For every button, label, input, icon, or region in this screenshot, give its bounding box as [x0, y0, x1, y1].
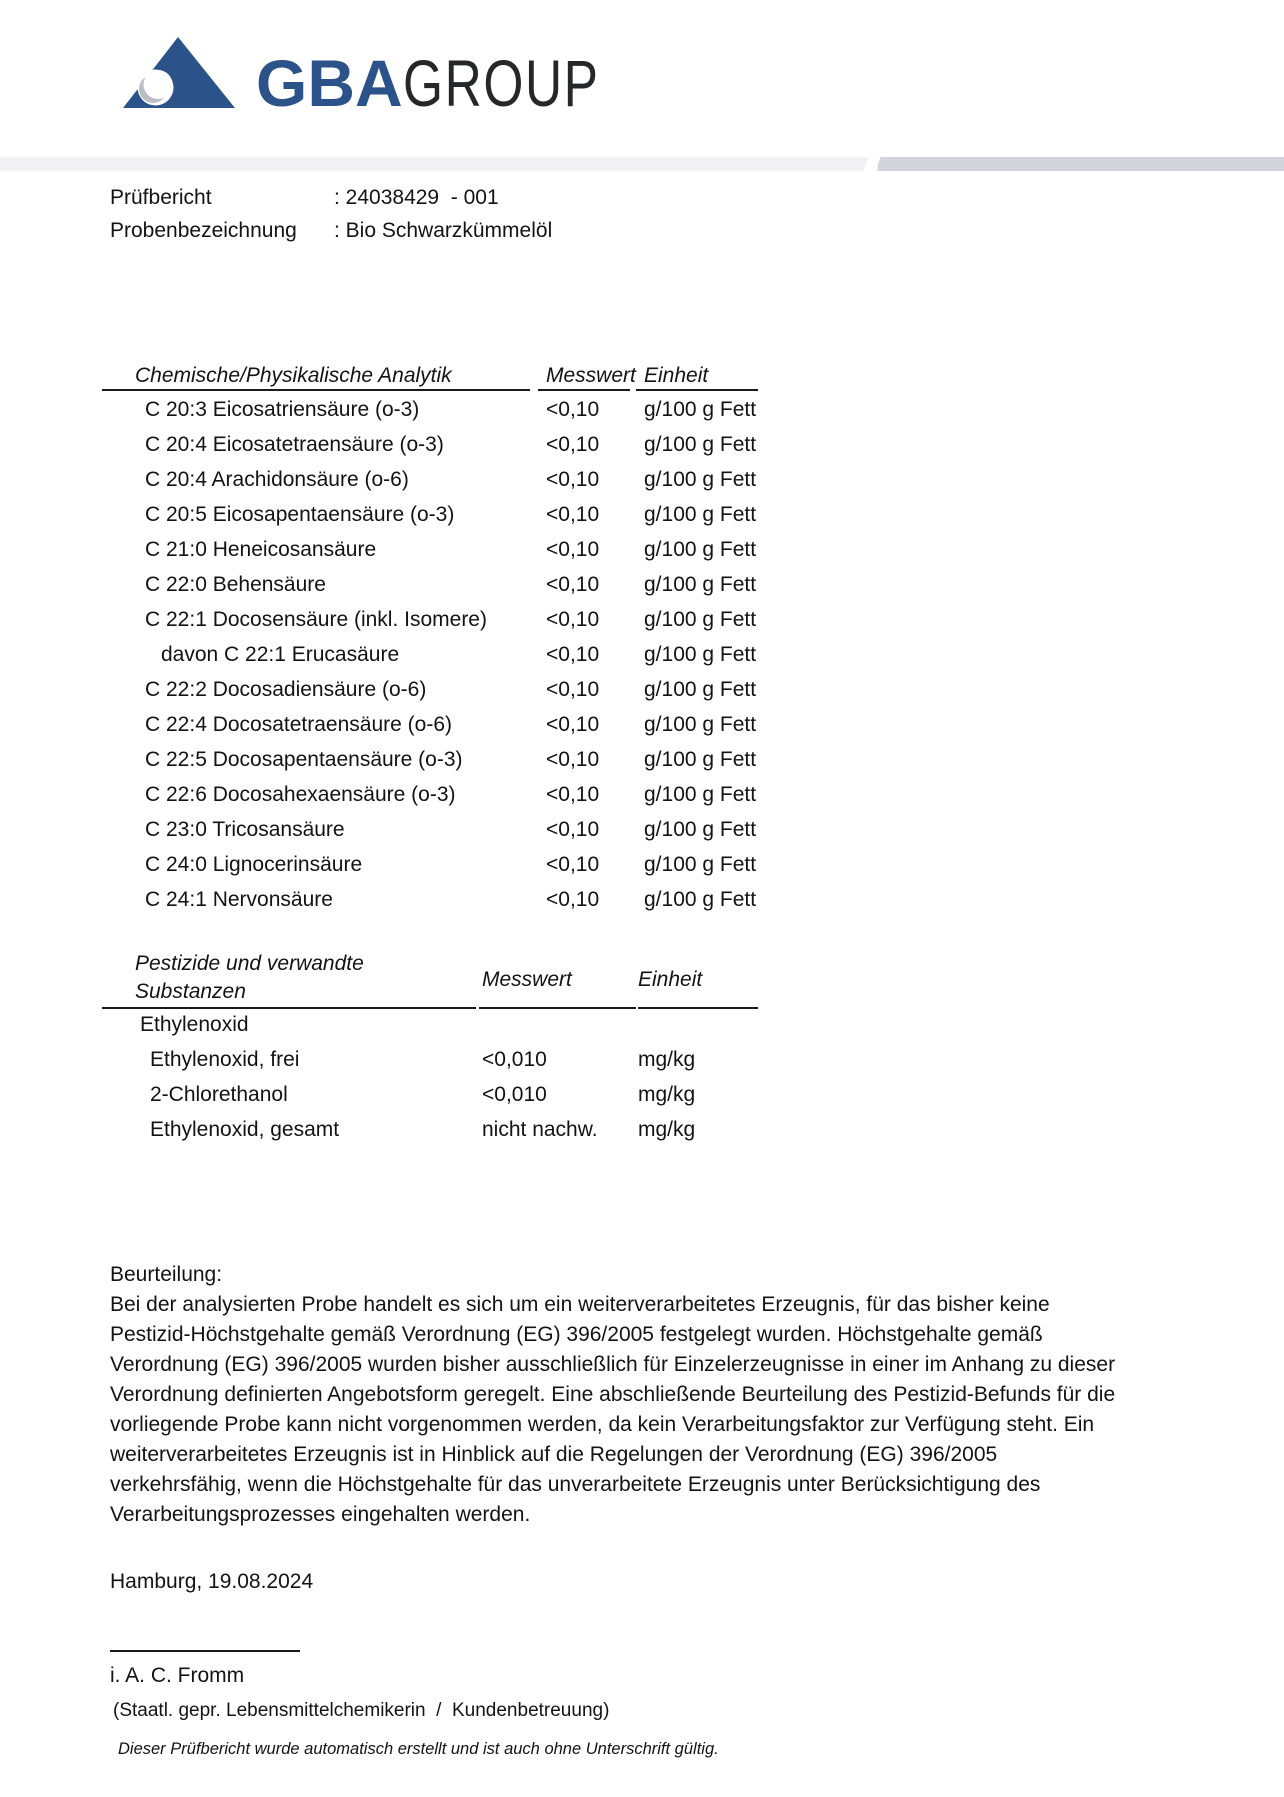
row-name: Ethylenoxid, gesamt [150, 1118, 340, 1141]
assessment-line: Verarbeitungsprozesses eingehalten werden. [110, 1503, 531, 1526]
row-unit: g/100 g Fett [644, 433, 757, 456]
place-date: Hamburg, 19.08.2024 [110, 1570, 314, 1593]
row-unit: g/100 g Fett [644, 748, 757, 771]
row-unit: mg/kg [638, 1118, 696, 1141]
signature-line [110, 1650, 300, 1652]
header-stripe [0, 157, 1284, 171]
row-value: <0,10 [546, 853, 600, 876]
table-row [0, 882, 1284, 917]
header-stripe-left [0, 157, 878, 171]
row-value: <0,10 [546, 713, 600, 736]
row-unit: g/100 g Fett [644, 713, 757, 736]
row-unit: mg/kg [638, 1048, 696, 1071]
row-name: C 21:0 Heneicosansäure [145, 538, 377, 561]
row-value: <0,10 [546, 608, 600, 631]
row-name: C 22:0 Behensäure [145, 573, 326, 596]
row-value: <0,10 [546, 678, 600, 701]
table-row [0, 637, 1284, 672]
table-row [0, 462, 1284, 497]
table-row [0, 567, 1284, 602]
row-name: C 20:4 Eicosatetraensäure (o-3) [145, 433, 444, 456]
assessment-line: vorliegende Probe kann nicht vorgenommen werden, da kein Verarbeitungsfaktor zur Verfügung steht. Ein [110, 1413, 1095, 1436]
row-value: nicht nachw. [482, 1118, 598, 1141]
row-unit: mg/kg [638, 1083, 696, 1106]
signer-name: i. A. C. Fromm [110, 1664, 245, 1687]
sample-name-value: : Bio Schwarzkümmelöl [334, 219, 553, 242]
row-name: C 20:4 Arachidonsäure (o-6) [145, 468, 409, 491]
row-value: <0,10 [546, 783, 600, 806]
row-name: C 24:0 Lignocerinsäure [145, 853, 363, 876]
row-name: C 22:6 Docosahexaensäure (o-3) [145, 783, 456, 806]
validity-note: Dieser Prüfbericht wurde automatisch erstellt und ist auch ohne Unterschrift gültig. [118, 1740, 719, 1758]
table-row [0, 532, 1284, 567]
assessment-line: Bei der analysierten Probe handelt es sich um ein weiterverarbeitetes Erzeugnis, für das bisher keine [110, 1293, 1050, 1316]
brand-wordmark [256, 46, 655, 120]
wordmark-group: GROUP [402, 46, 600, 120]
row-unit: g/100 g Fett [644, 468, 757, 491]
row-name: C 23:0 Tricosansäure [145, 818, 345, 841]
row-unit: g/100 g Fett [644, 643, 757, 666]
table-row [0, 392, 1284, 427]
row-name: C 22:5 Docosapentaensäure (o-3) [145, 748, 463, 771]
row-value: <0,10 [546, 818, 600, 841]
row-value: <0,10 [546, 538, 600, 561]
assessment-line: Verordnung definierten Angebotsform geregelt. Eine abschließende Beurteilung des Pestizid-Befunds für die [110, 1383, 1116, 1406]
table-row [0, 672, 1284, 707]
table-row [0, 777, 1284, 812]
chem-header-rule [636, 389, 758, 391]
row-name: C 24:1 Nervonsäure [145, 888, 333, 911]
chem-col-messwert: Messwert [546, 364, 636, 387]
table-row [0, 812, 1284, 847]
table-row [0, 847, 1284, 882]
row-value: <0,10 [546, 398, 600, 421]
table-row [0, 1007, 1284, 1042]
pest-col-einheit: Einheit [638, 968, 703, 991]
pest-table-title-line2: Substanzen [135, 980, 246, 1003]
assessment-text [110, 1290, 1230, 1530]
row-value: <0,10 [546, 888, 600, 911]
row-unit: g/100 g Fett [644, 503, 757, 526]
row-name: 2-Chlorethanol [150, 1083, 288, 1106]
row-name: C 20:5 Eicosapentaensäure (o-3) [145, 503, 455, 526]
row-value: <0,10 [546, 433, 600, 456]
assessment-line: Verordnung (EG) 396/2005 wurden bisher ausschließlich für Einzelerzeugnisse in einer im Anhang zu dieser [110, 1353, 1116, 1376]
row-unit: g/100 g Fett [644, 853, 757, 876]
row-name: Ethylenoxid, frei [150, 1048, 300, 1071]
row-name: Ethylenoxid [140, 1013, 249, 1036]
pest-table-rows [0, 1007, 1284, 1147]
row-value: <0,10 [546, 468, 600, 491]
row-unit: g/100 g Fett [644, 678, 757, 701]
row-name: C 22:1 Docosensäure (inkl. Isomere) [145, 608, 487, 631]
assessment-heading: Beurteilung: [110, 1263, 223, 1286]
signer-role: (Staatl. gepr. Lebensmittelchemikerin / Kundenbetreuung) [113, 1700, 610, 1721]
row-name: davon C 22:1 Erucasäure [161, 643, 400, 666]
header-stripe-right [878, 157, 1284, 171]
table-row [0, 497, 1284, 532]
row-unit: g/100 g Fett [644, 608, 757, 631]
row-unit: g/100 g Fett [644, 888, 757, 911]
report-number-value: : 24038429 - 001 [334, 186, 499, 209]
row-unit: g/100 g Fett [644, 573, 757, 596]
wordmark-gba: GBA [256, 46, 403, 120]
sample-name-label: Probenbezeichnung [110, 219, 297, 242]
table-row [0, 1112, 1284, 1147]
row-unit: g/100 g Fett [644, 398, 757, 421]
chem-header-rule [538, 389, 630, 391]
table-row [0, 1042, 1284, 1077]
chem-col-einheit: Einheit [644, 364, 709, 387]
row-value: <0,10 [546, 503, 600, 526]
row-unit: g/100 g Fett [644, 538, 757, 561]
table-row [0, 1077, 1284, 1112]
row-unit: g/100 g Fett [644, 818, 757, 841]
assessment-line: verkehrsfähig, wenn die Höchstgehalte für das unverarbeitete Erzeugnis unter Berücksichtigung des [110, 1473, 1041, 1496]
row-value: <0,010 [482, 1083, 547, 1106]
assessment-line: Pestizid-Höchstgehalte gemäß Verordnung (EG) 396/2005 festgelegt wurden. Höchstgehalte gemäß [110, 1323, 1043, 1346]
row-name: C 20:3 Eicosatriensäure (o-3) [145, 398, 420, 421]
row-value: <0,10 [546, 573, 600, 596]
chem-header-rule [102, 389, 530, 391]
report-number-label: Prüfbericht [110, 186, 212, 209]
row-value: <0,10 [546, 748, 600, 771]
assessment-line: weiterverarbeitetes Erzeugnis ist in Hinblick auf die Regelungen der Verordnung (EG) 396/2005 [110, 1443, 998, 1466]
table-row [0, 427, 1284, 462]
chem-table-title: Chemische/Physikalische Analytik [135, 364, 452, 387]
row-name: C 22:2 Docosadiensäure (o-6) [145, 678, 427, 701]
row-unit: g/100 g Fett [644, 783, 757, 806]
row-value: <0,010 [482, 1048, 547, 1071]
pest-table-title-line1: Pestizide und verwandte [135, 952, 364, 975]
table-row [0, 602, 1284, 637]
triangle-crescent-icon [123, 37, 235, 108]
chem-table-rows [0, 392, 1284, 917]
row-name: C 22:4 Docosatetraensäure (o-6) [145, 713, 452, 736]
pest-col-messwert: Messwert [482, 968, 572, 991]
table-row [0, 707, 1284, 742]
row-value: <0,10 [546, 643, 600, 666]
table-row [0, 742, 1284, 777]
